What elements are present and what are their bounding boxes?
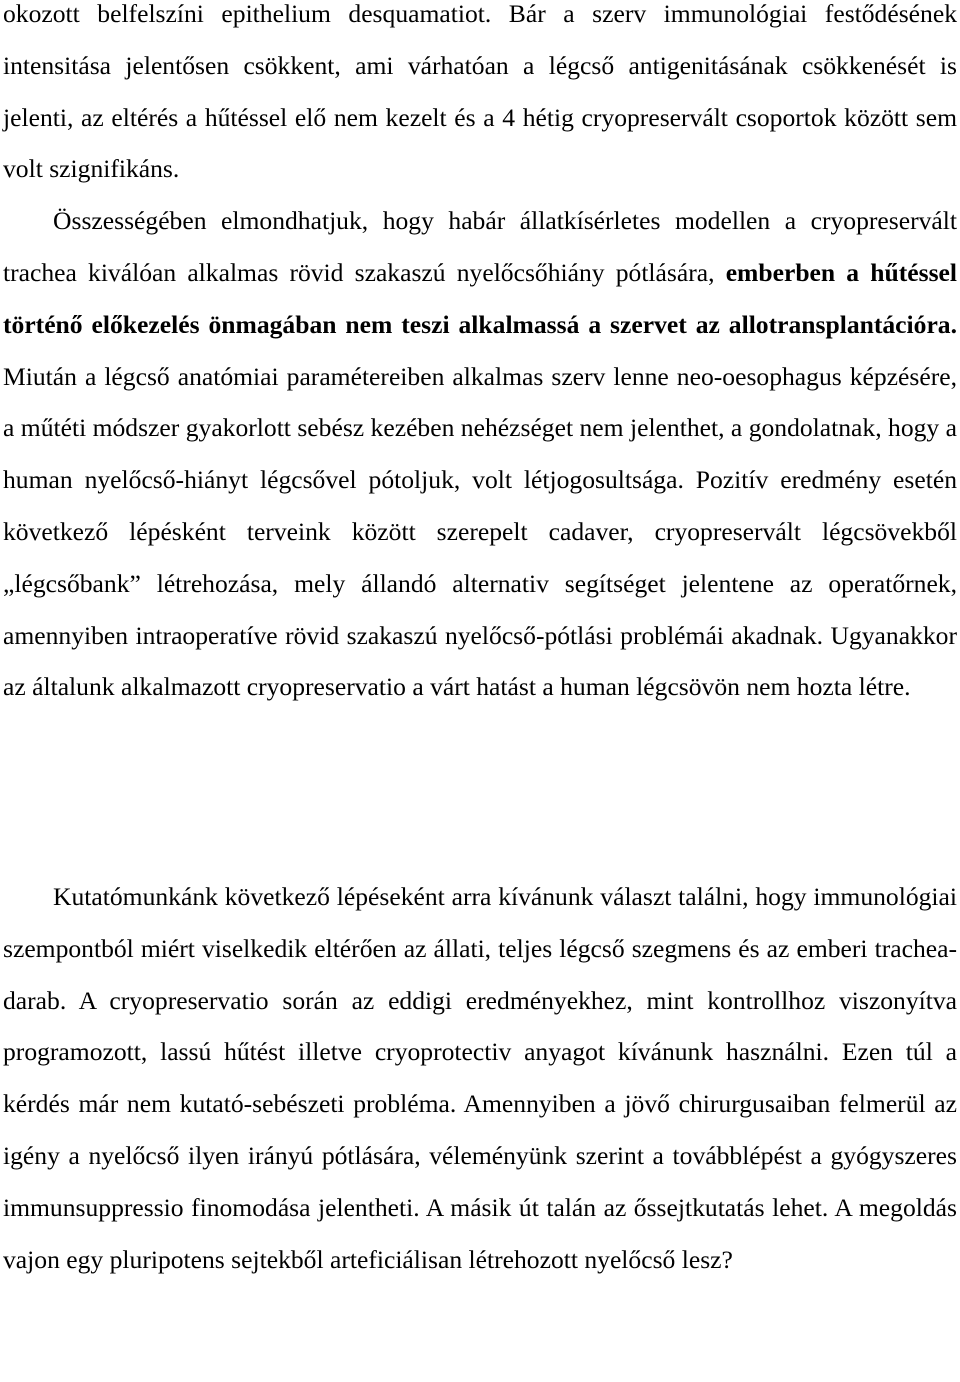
paragraph-1: [3, 0, 957, 713]
paragraph-2-text: Kutatómunkánk következő lépéseként arra kívánunk választ találni, hogy immunológiai szempontból miért viselkedik eltérően az állati, teljes légcső szegmens és az emberi trachea-darab. A cryopreservatio során az eddigi eredményekhez, mint kontrollhoz viszonyítva programozott, lassú hűtést illetve cryoprotectiv anyagot kívánunk használni. Ezen túl a kérdés már nem kutató-sebészeti probléma. Amennyiben a jövő chirurgusaiban felmerül az igény a nyelőcső ilyen irányú pótlására, véleményünk szerint a továbblépést a gyógyszeres immunsuppressio finomodása jelentheti. A másik út talán az őssejtkutatás lehet. A megoldás vajon egy pluripotens sejtekből arteficiálisan létrehozott nyelőcső lesz?: [3, 882, 957, 1274]
bold-statement: emberben a hűtéssel történő előkezelés önmagában nem teszi alkalmassá a szervet az allotransplantációra.: [3, 257, 958, 339]
paragraph-1-summary: Összességében elmondhatjuk, hogy habár állatkísérletes modellen a cryopreservált trachea kiválóan alkalmas rövid szakaszú nyelőcsőhiány pótlására,: [3, 206, 957, 287]
paragraph-2: [3, 871, 957, 1285]
paragraph-1-rest: Miután a légcső anatómiai paramétereiben alkalmas szerv lenne neo-oesophagus képzésére, a műtéti módszer gyakorlott sebész kezében nehézséget nem jelenthet, a gondolatnak, hogy a human nyelőcső-hiányt légcsővel pótoljuk, volt létjogosultsága. Pozitív eredmény esetén következő lépésként terveink között szerepelt cadaver, cryopreservált légcsövekből „légcsőbank” létrehozása, mely állandó alternativ segítséget jelentene az operatőrnek, amennyiben intraoperatíve rövid szakaszú nyelőcső-pótlási problémái akadnak. Ugyanakkor az általunk alkalmazott cryopreservatio a várt hatást a human légcsövön nem hozta létre.: [3, 361, 957, 702]
paragraph-1-lead: okozott belfelszíni epithelium desquamatiot. Bár a szerv immunológiai festődésének intensitása jelentősen csökkent, ami várhatóan a légcső antigenitásának csökkenését is jelenti, az eltérés a hűtéssel elő nem kezelt és a 4 hétig cryopreservált csoportok között sem volt szignifikáns.: [3, 0, 957, 184]
